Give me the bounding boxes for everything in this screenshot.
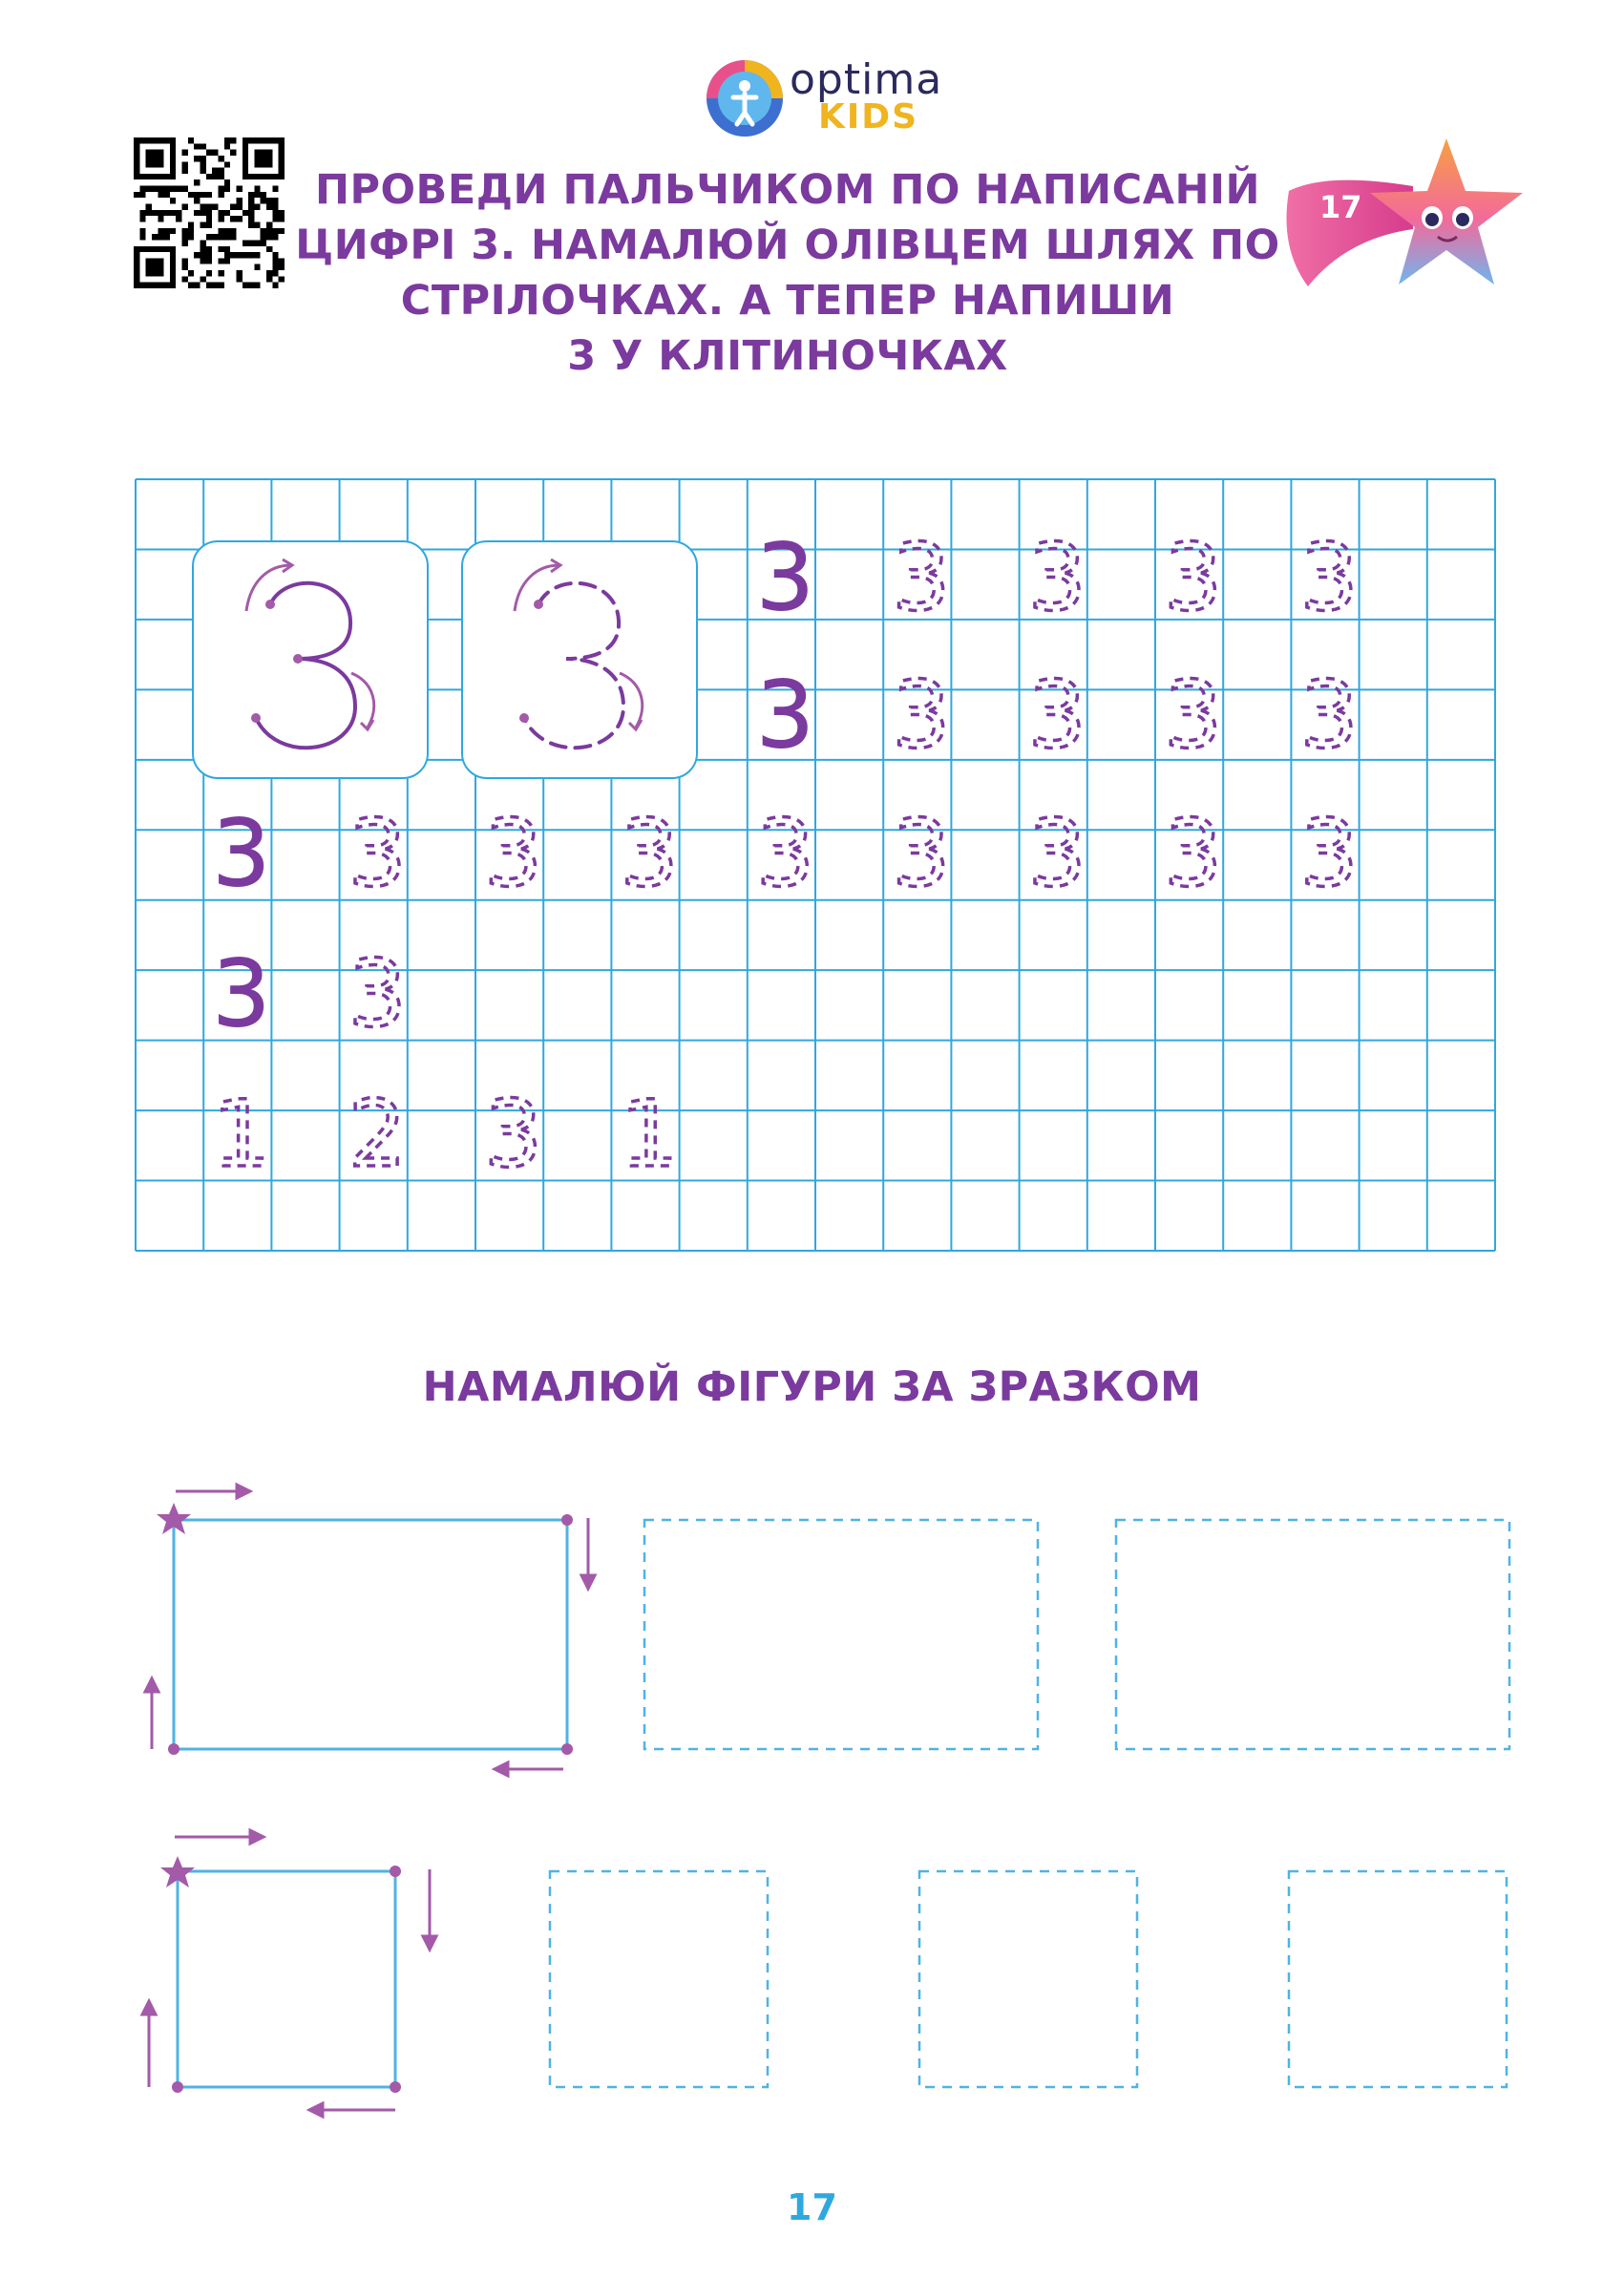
arrow-down-icon <box>581 1575 595 1589</box>
empty-square-3[interactable] <box>1289 1871 1507 2087</box>
dashed-digit-16: 3 <box>1027 800 1086 907</box>
dashed-digit-2: 3 <box>1027 524 1086 631</box>
sample-panel-dashed <box>462 541 697 778</box>
arrow-down-icon <box>423 1936 436 1950</box>
dashed-digit-1: 3 <box>892 524 951 631</box>
arrow-left-icon <box>495 1762 508 1776</box>
heading-line-2: ЦИФРІ 3. НАМАЛЮЙ ОЛІВЦЕМ ШЛЯХ ПО <box>295 221 1280 269</box>
dashed-digit-12: 3 <box>484 800 543 907</box>
arrow-left-icon <box>309 2103 323 2117</box>
empty-rectangle-2[interactable] <box>1116 1520 1509 1749</box>
dashed-digit-3: 3 <box>1164 524 1223 631</box>
dashed-digit-9: 3 <box>1299 662 1359 769</box>
badge-number: 17 <box>1319 189 1362 225</box>
heading-line-3: СТРІЛОЧКАХ. А ТЕПЕР НАПИШИ <box>400 277 1175 325</box>
solid-digit-0: 3 <box>755 524 814 631</box>
dashed-digit-4: 3 <box>1299 524 1359 631</box>
dashed-digit-21: 1 <box>212 1081 271 1188</box>
dashed-digit-14: 3 <box>755 800 814 907</box>
sample-panel-solid <box>193 541 428 778</box>
solid-digit-19: 3 <box>212 940 271 1047</box>
page-number: 17 <box>787 2186 837 2228</box>
solid-digit-10: 3 <box>212 800 271 907</box>
logo-text-kids: KIDS <box>818 97 919 137</box>
arrow-up-icon <box>142 2001 156 2014</box>
dashed-digit-15: 3 <box>892 800 951 907</box>
logo-text-optima: optima <box>790 55 943 104</box>
dashed-digit-11: 3 <box>348 800 407 907</box>
solid-digit-5: 3 <box>755 662 814 769</box>
dashed-digit-17: 3 <box>1164 800 1223 907</box>
arrow-right-icon <box>250 1830 264 1844</box>
arrow-right-icon <box>237 1485 250 1498</box>
empty-square-2[interactable] <box>919 1871 1137 2087</box>
dashed-digit-8: 3 <box>1164 662 1223 769</box>
shapes-heading: НАМАЛЮЙ ФІГУРИ ЗА ЗРАЗКОМ <box>422 1363 1202 1411</box>
empty-rectangle-1[interactable] <box>644 1520 1038 1749</box>
dashed-digit-20: 3 <box>348 940 407 1047</box>
shapes-section <box>142 1485 1509 2117</box>
arrow-up-icon <box>145 1678 158 1692</box>
dashed-digit-13: 3 <box>620 800 679 907</box>
dashed-digit-6: 3 <box>892 662 951 769</box>
empty-square-1[interactable] <box>550 1871 768 2087</box>
dashed-digit-7: 3 <box>1027 662 1086 769</box>
heading-line-4: 3 У КЛІТИНОЧКАХ <box>567 332 1008 380</box>
sample-square <box>178 1871 395 2087</box>
heading-line-1: ПРОВЕДИ ПАЛЬЧИКОМ ПО НАПИСАНІЙ <box>315 166 1260 214</box>
dashed-digit-18: 3 <box>1299 800 1359 907</box>
sample-rectangle <box>174 1520 567 1749</box>
dashed-digit-22: 2 <box>348 1081 407 1188</box>
dashed-digit-24: 1 <box>620 1081 679 1188</box>
dashed-digit-23: 3 <box>484 1081 543 1188</box>
